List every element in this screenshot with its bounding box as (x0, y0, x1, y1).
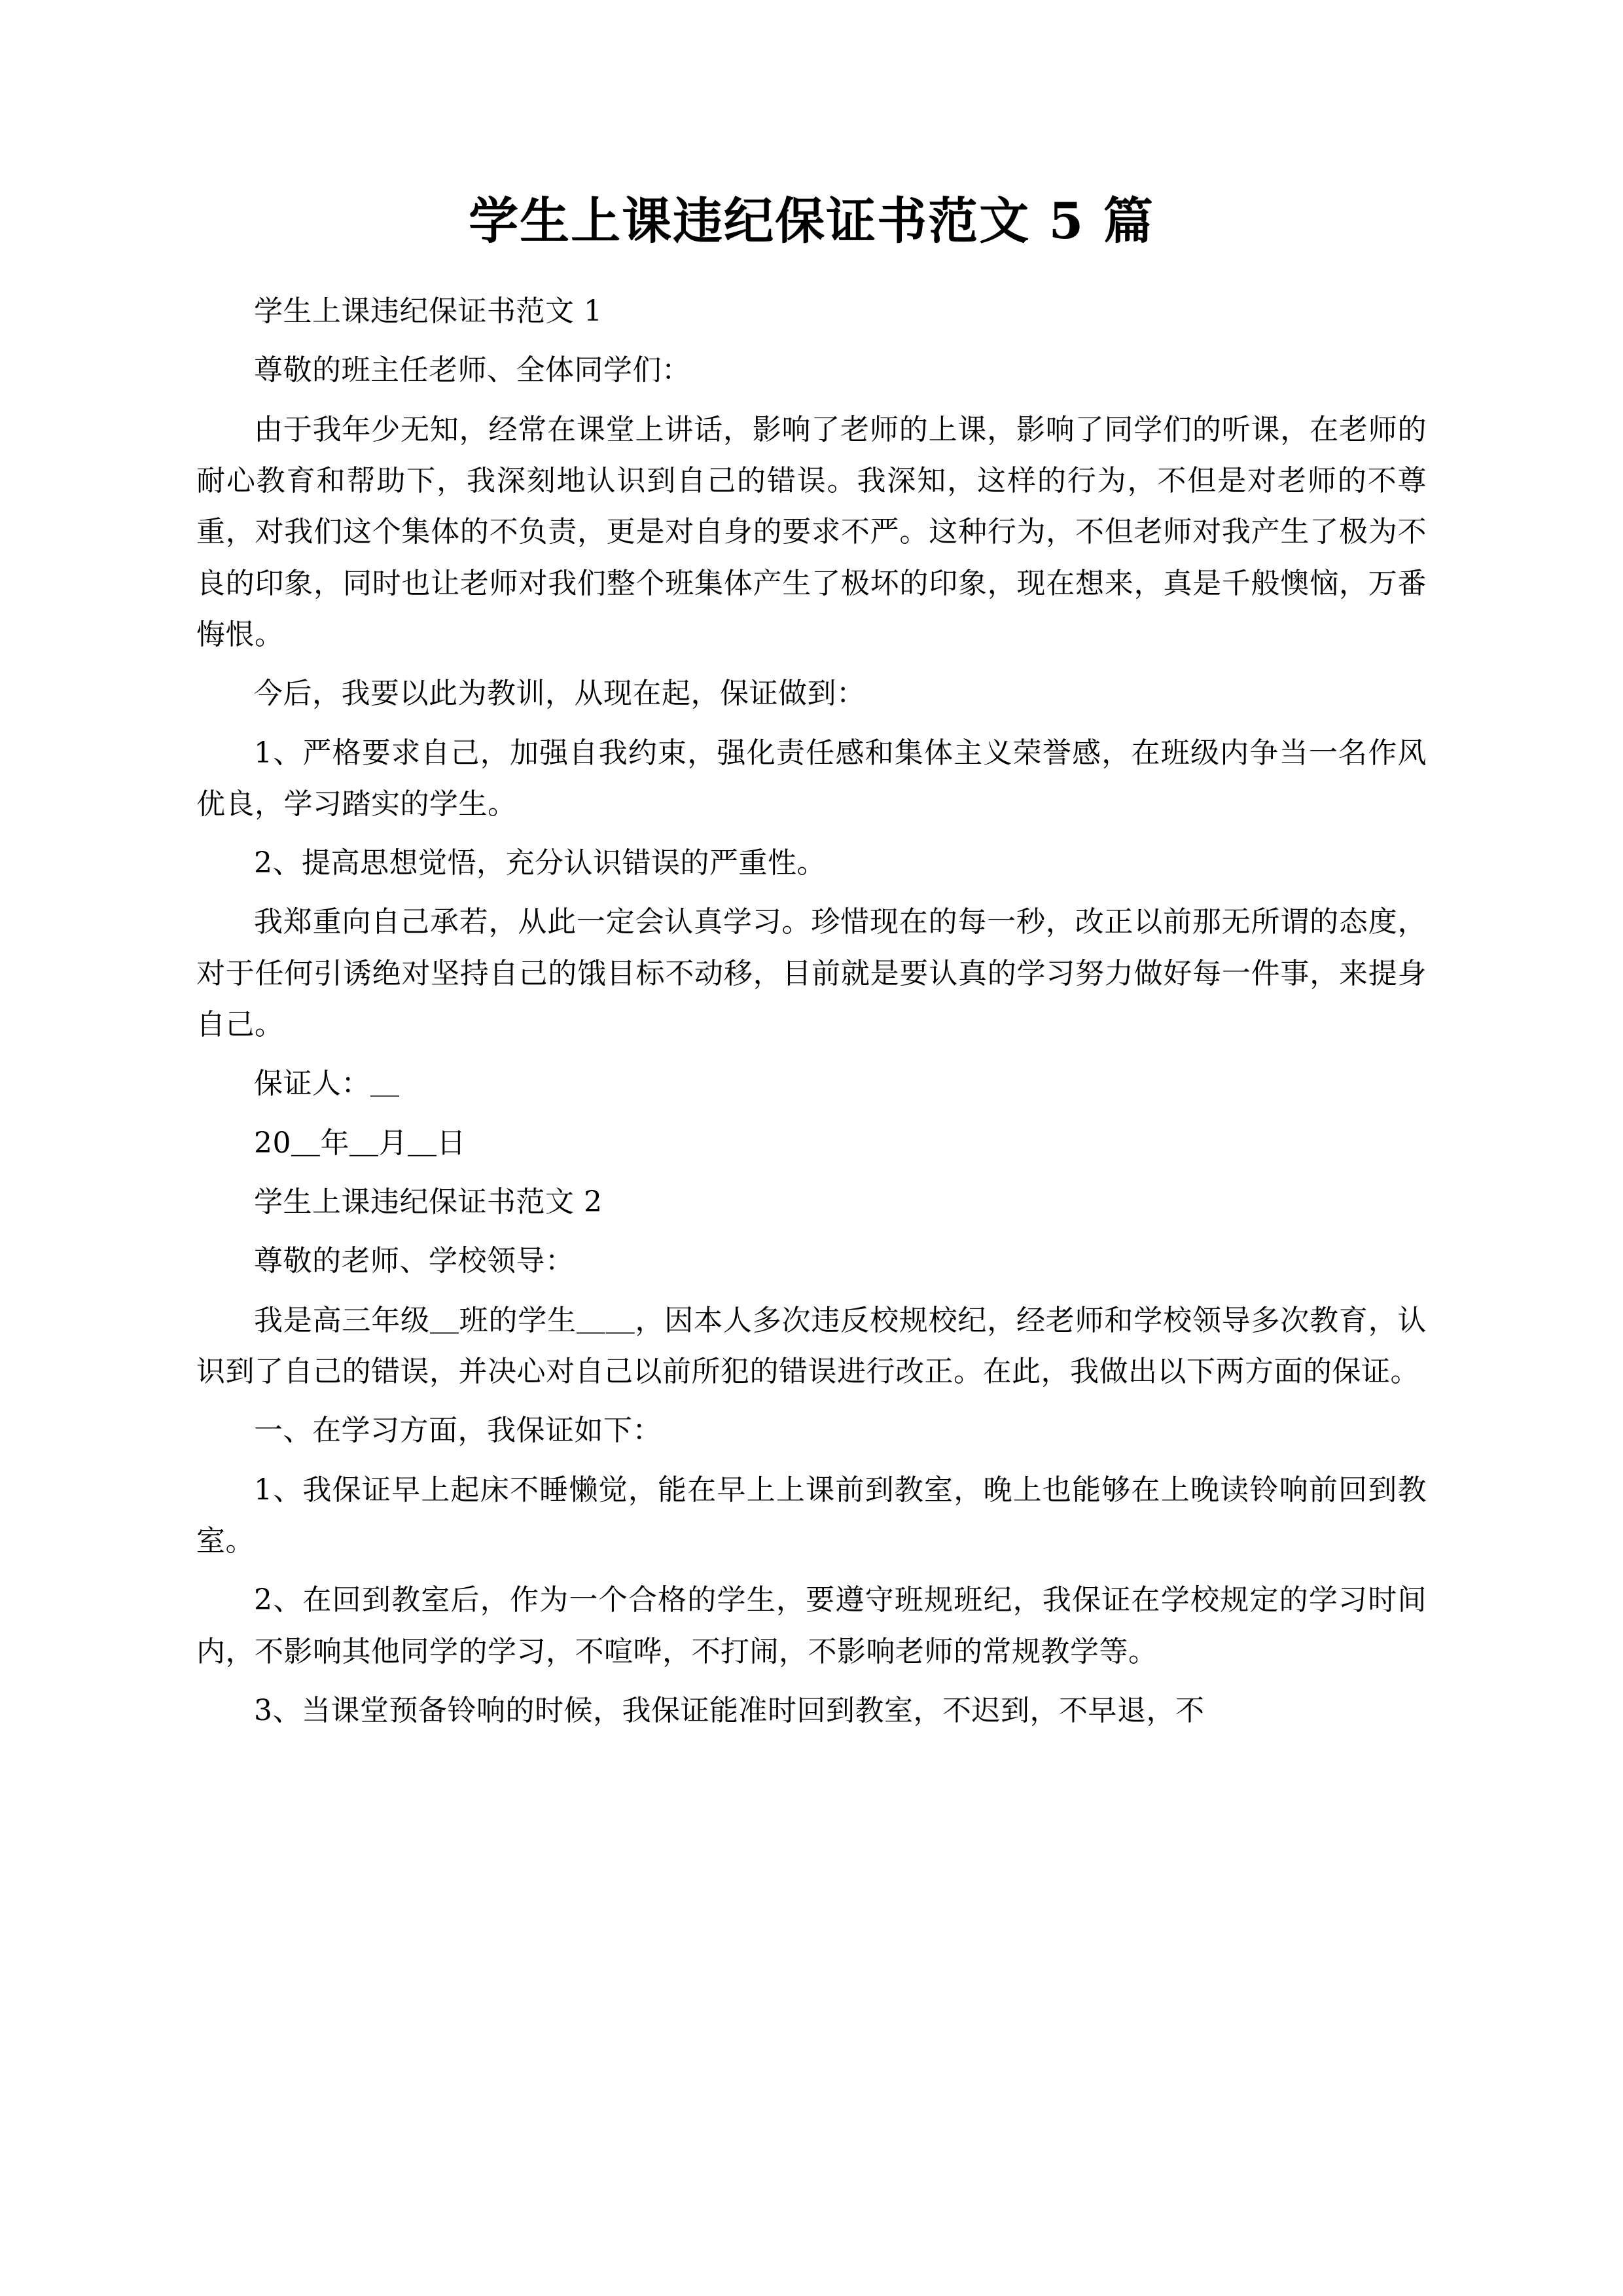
signature-line: 保证人：＿ (254, 1067, 400, 1101)
paragraph-10: 学生上课违纪保证书范文 2 (254, 1185, 603, 1219)
paragraph-7: 我郑重向自己承若，从此一定会认真学习。珍惜现在的每一秒，改正以前那无所谓的态度，对于任何引诱绝对坚持自己的饿目标不动移，目前就是要认真的学习努力做好每一件事，来提身自己。 (196, 905, 1427, 1042)
paragraph-3: 由于我年少无知，经常在课堂上讲话，影响了老师的上课，影响了同学们的听课，在老师的耐心教育和帮助下，我深刻地认识到自己的错误。我深知，这样的行为，不但是对老师的不尊重，对我们这个集体的不负责，更是对自身的要求不严。这种行为，不但老师对我产生了极为不良的印象，同时也让老师对我们整个班集体产生了极坏的印象，现在想来，真是千般懊恼，万番悔恨。 (196, 412, 1427, 651)
paragraph-4: 今后，我要以此为教训，从现在起，保证做到： (254, 677, 866, 711)
paragraph-15: 2、在回到教室后，作为一个合格的学生，要遵守班规班纪，我保证在学校规定的学习时间内，不影响其他同学的学习，不喧哗，不打闹，不影响老师的常规教学等。 (196, 1583, 1427, 1668)
paragraph-11: 尊敬的老师、学校领导： (254, 1244, 575, 1278)
page-title: 学生上课违纪保证书范文 5 篇 (469, 192, 1154, 250)
date-line: 20＿年＿月＿日 (254, 1126, 466, 1160)
paragraph-12: 我是高三年级＿班的学生＿＿，因本人多次违反校规校纪，经老师和学校领导多次教育，认识到了自己的错误，并决心对自己以前所犯的错误进行改正。在此，我做出以下两方面的保证。 (196, 1303, 1427, 1388)
paragraph-13: 一、在学习方面，我保证如下： (254, 1414, 662, 1448)
paragraph-14: 1、我保证早上起床不睡懒觉，能在早上上课前到教室，晚上也能够在上晚读铃响前回到教室。 (196, 1473, 1427, 1558)
paragraph-5: 1、严格要求自己，加强自我约束，强化责任感和集体主义荣誉感，在班级内争当一名作风优良，学习踏实的学生。 (196, 736, 1427, 821)
paragraph-1: 学生上课违纪保证书范文 1 (254, 295, 603, 328)
paragraph-2: 尊敬的班主任老师、全体同学们： (254, 353, 691, 387)
paragraph-6: 2、提高思想觉悟，充分认识错误的严重性。 (254, 846, 826, 880)
paragraph-16: 3、当课堂预备铃响的时候，我保证能准时回到教室，不迟到，不早退，不 (254, 1693, 1205, 1727)
